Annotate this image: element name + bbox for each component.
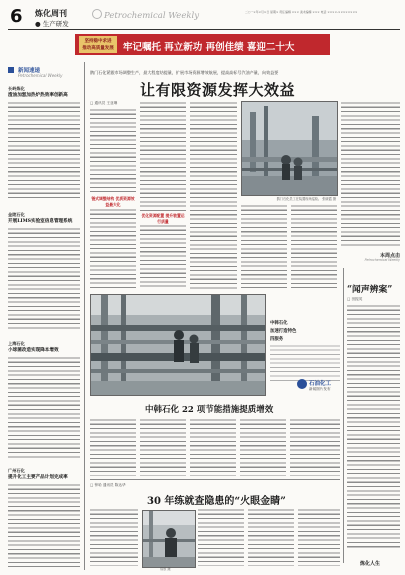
bottom-story-col-1	[90, 508, 138, 566]
news-item-title: 小球菌改造实现降本增效	[8, 348, 59, 353]
news-item-title: 开展LIMS实验室信息管理系统	[8, 219, 73, 224]
lead-byline: □ 通讯员 王亚琳	[90, 101, 118, 105]
news-column-tag	[8, 66, 80, 80]
bottom-headline: 30 年练就查隐患的“火眼金睛”	[147, 496, 286, 507]
lead-body-col-6	[291, 204, 337, 290]
lead-subhead-2: 优化资源配置 提升装置运行质量	[141, 213, 185, 224]
lead-body-col-5	[241, 204, 287, 290]
sinopec-brand: 石油化工	[309, 381, 332, 387]
pipes-illustration	[91, 295, 265, 395]
news-item-body	[8, 483, 80, 568]
mid-story-col-2	[140, 418, 186, 476]
mid-story-col-3	[190, 418, 236, 476]
news-item-place: 金陵石化	[8, 212, 25, 217]
lead-photo	[241, 101, 338, 196]
brand-logo-icon	[92, 9, 102, 19]
bottom-story-col-2	[198, 508, 244, 566]
center-promo-tagline-1: 加速打造特色	[270, 329, 297, 334]
slogan-badge-line2: 推动高质量发展	[82, 46, 114, 51]
lead-photo-caption: 鹊门石化员工在装置现场巡检。 张晓霞 摄	[276, 197, 336, 201]
lead-kicker: 鹊门石化紧跟市场调整生产，最大程度结提量，扩展市场资源增效航展，提高高标号汽油产量，向效益要	[90, 70, 279, 75]
mid-story-col-1	[90, 418, 136, 476]
lead-body-col-1	[90, 108, 136, 194]
news-tag-text: 新闻速递	[18, 68, 41, 74]
mid-divider	[90, 479, 340, 480]
news-item	[8, 341, 80, 461]
column-divider	[84, 62, 85, 570]
top-right-info: 二○一×年×月×日 星期× 责任编辑 ××× 美术编辑 ××× 电话 ××××-××××××××	[245, 10, 358, 14]
bottom-signature: 郑欣 摄	[160, 567, 171, 571]
bottom-byline: □ 钟哈 通讯员 陈达华	[90, 483, 126, 487]
mid-story-col-4	[240, 418, 286, 476]
sinopec-note: 新闻图片发布	[309, 387, 331, 391]
news-item-body	[8, 101, 80, 201]
news-tag-en: Petrochemical Weekly	[18, 73, 63, 78]
right-column-headline: “闻声辨案”	[347, 285, 393, 295]
bottom-photo	[142, 510, 196, 568]
brand-en-text: Petrochemical Weekly	[104, 11, 200, 21]
mid-story-col-5	[290, 418, 340, 476]
bottom-story-col-3	[248, 508, 294, 566]
brand-en	[92, 9, 199, 21]
news-item	[8, 212, 80, 332]
bottom-column-label: 炼化人生	[360, 561, 381, 567]
right-column-byline: □ 田振英	[347, 297, 363, 301]
right-column-divider	[343, 268, 344, 563]
news-item-title: 渣油加氢加热炉热效率创新高	[8, 93, 68, 98]
weekly-click-text: 本周点击	[379, 253, 400, 259]
news-item-place: 广州石化	[8, 468, 25, 473]
lead-headline: 让有限资源发挥大效益	[140, 81, 296, 99]
page-number: 6	[10, 6, 23, 27]
lead-body-col-2	[140, 101, 186, 211]
slogan-badge	[79, 36, 117, 53]
weekly-click-label	[352, 252, 400, 266]
mid-headline: 中韩石化 22 项节能措施提质增效	[145, 405, 274, 415]
news-item-title: 提升化工主要产品计划完成率	[8, 475, 68, 480]
lead-subhead-1: 链式调整结构 优质资源效益最大化	[91, 196, 135, 207]
center-photo	[90, 294, 266, 396]
news-item-place: 长岭炼化	[8, 86, 25, 91]
center-promo-label: 中韩石化	[270, 321, 288, 326]
sinopec-logo-icon	[297, 379, 307, 389]
news-tag-icon	[8, 67, 14, 73]
bottom-story-col-4	[298, 508, 340, 566]
slogan-text: 牢记嘱托 再立新功 再创佳绩 喜迎二十大	[123, 42, 295, 53]
section-label	[35, 19, 69, 28]
news-item-body	[8, 227, 80, 329]
refinery-illustration	[242, 102, 337, 195]
sinopec-block	[297, 376, 345, 400]
section-bullet-icon: ●	[35, 20, 43, 28]
news-item	[8, 86, 80, 204]
news-item-place: 上海石化	[8, 341, 25, 346]
news-item	[8, 468, 80, 568]
weekly-click-en: Petrochemical Weekly	[364, 258, 400, 262]
right-column-body	[347, 304, 400, 550]
masthead	[0, 0, 405, 30]
lead-body-col-4	[341, 101, 400, 247]
masthead-rule	[8, 29, 400, 30]
worker-illustration	[143, 511, 195, 567]
lead-body-col-2b	[140, 224, 186, 290]
section-name: 生产研发	[42, 20, 69, 28]
news-column	[8, 66, 80, 571]
center-promo-tagline-2: 四服务	[270, 337, 284, 342]
news-item-body	[8, 356, 80, 458]
paper-name: 炼化周刊	[35, 8, 67, 18]
slogan-badge-line1: 坚持稳中求进	[84, 39, 112, 44]
slogan-bar	[75, 34, 330, 55]
lead-body-col-1b	[90, 208, 136, 290]
lead-body-col-3	[190, 101, 237, 290]
